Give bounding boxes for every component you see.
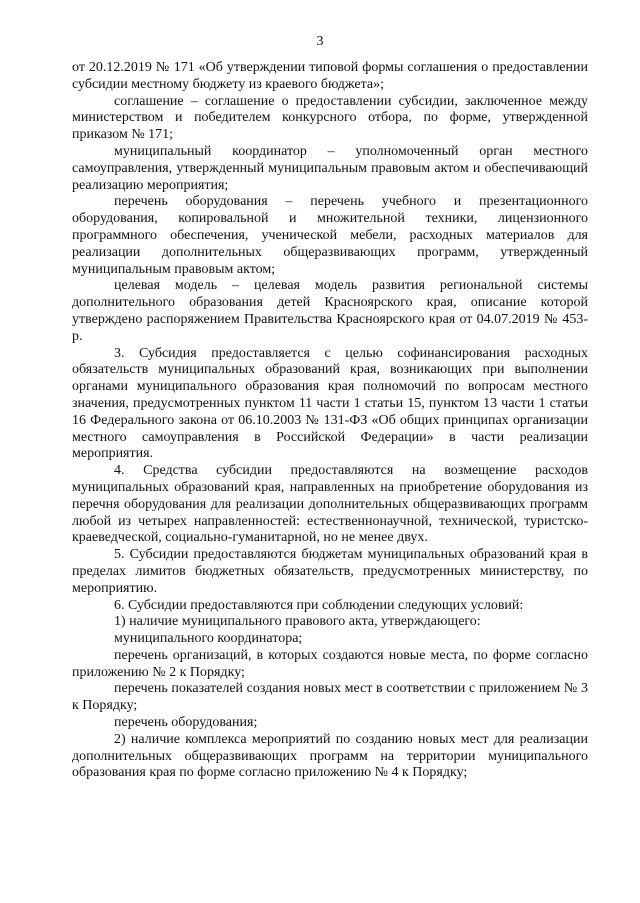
paragraph: целевая модель – целевая модель развития региональной системы дополнительного образования детей Красноярского края, описание которой утверждено распоряжением Правительства Красноярского края от 04.07.2019 № 453-р.	[72, 278, 588, 344]
paragraph: от 20.12.2019 № 171 «Об утверждении типовой формы соглашения о предоставлении субсидии местному бюджету из краевого бюджета»;	[72, 60, 588, 92]
paragraph: 4. Средства субсидии предоставляются на возмещение расходов муниципальных образований края, направленных на приобретение оборудования из перечня оборудования для реализации дополнительных общеразвивающих программ любой из четырех направленностей: естественнонаучной, технической, туристско-краеведческой, социально-гуманитарной, но не менее двух.	[72, 463, 588, 546]
page-number: 3	[316, 34, 324, 49]
document-body	[72, 60, 588, 782]
paragraph: 6. Субсидии предоставляются при соблюдении следующих условий:	[114, 597, 524, 613]
paragraph: 5. Субсидии предоставляются бюджетам муниципальных образований края в пределах лимитов бюджетных обязательств, предусмотренных министерству, по мероприятию.	[72, 547, 588, 596]
paragraph: 2) наличие комплекса мероприятий по созданию новых мест для реализации дополнительных общеразвивающих программ на территории муниципального образования края по форме согласно приложению № 4 к Порядку;	[72, 731, 588, 781]
paragraph: перечень оборудования – перечень учебного и презентационного оборудования, копировальной и множительной техники, лицензионного программного обеспечения, ученической мебели, расходных материалов для реализации дополнительных общеразвивающих программ, утвержденный муниципальным правовым актом;	[72, 194, 588, 277]
paragraph: 1) наличие муниципального правового акта, утверждающего:	[114, 614, 481, 630]
paragraph: перечень оборудования;	[114, 715, 258, 731]
paragraph: 3. Субсидия предоставляется с целью софинансирования расходных обязательств муниципальных образований края, возникающих при выполнении органами муниципального образования края полномочий по вопросам местного значения, предусмотренных пунктом 11 части 1 статьи 15, пунктом 13 части 1 статьи 16 Федерального закона от 06.10.2003 № 131-ФЗ «Об общих принципах организации местного самоуправления в Российской Федерации» в части реализации мероприятия.	[72, 345, 588, 462]
paragraph: перечень показателей создания новых мест в соответствии с приложением № 3 к Порядку;	[72, 681, 588, 714]
paragraph: муниципального координатора;	[114, 631, 303, 647]
paragraph: муниципальный координатор – уполномоченный орган местного самоуправления, утвержденный муниципальным правовым актом и обеспечивающий реализацию мероприятия;	[72, 143, 588, 193]
paragraph: перечень организаций, в которых создаются новые места, по форме согласно приложению № 2 к Порядку;	[72, 647, 588, 680]
paragraph: соглашение – соглашение о предоставлении субсидии, заключенное между министерством и победителем конкурсного отбора, по форме, утвержденной приказом № 171;	[72, 93, 588, 143]
